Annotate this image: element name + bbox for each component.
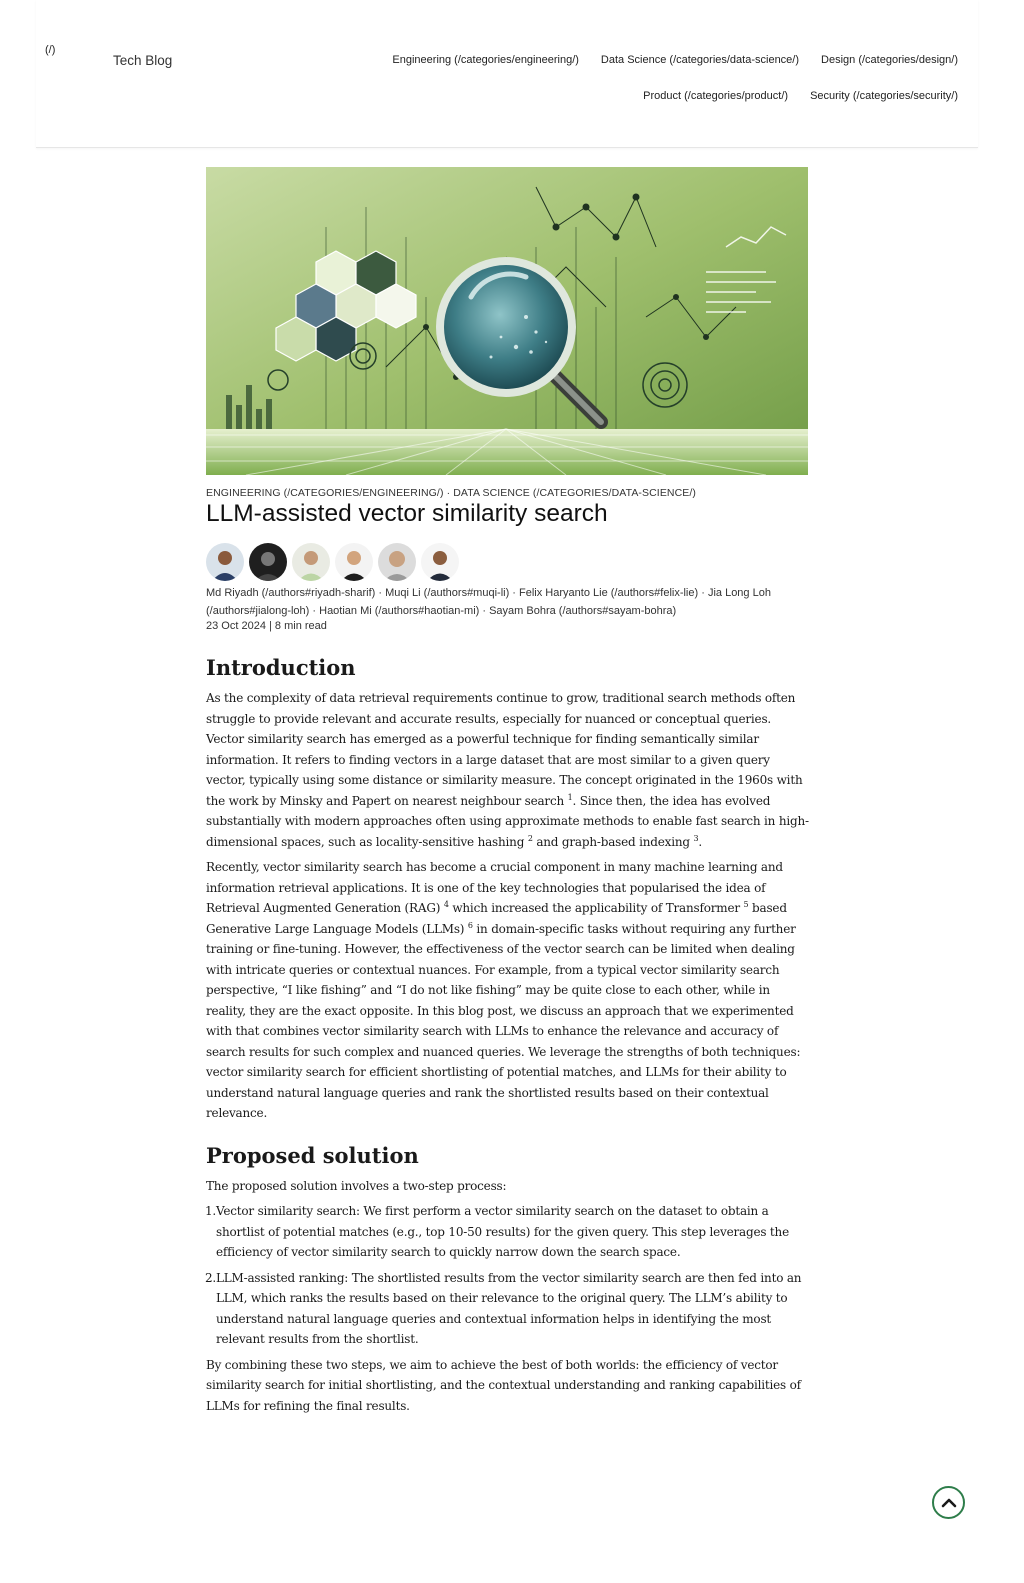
magnifying-glass-network-illustration (206, 167, 808, 475)
article-meta (206, 620, 327, 632)
footnote-ref[interactable]: 2 (527, 833, 533, 843)
avatar-muqi-icon (249, 543, 287, 581)
list-text: Vector similarity search: We first perform a vector similarity search on the dataset to obtain a shortlist of potential matches (e.g., top 10-50 results) for the given query. This step leverages the efficiency of vector similarity search to quickly narrow down the search space. (216, 1204, 789, 1259)
list-number: 1. (205, 1204, 217, 1218)
avatar[interactable] (206, 543, 244, 581)
proposed-intro: The proposed solution involves a two-step process: (206, 1178, 507, 1193)
category-link-engineering[interactable]: ENGINEERING (/CATEGORIES/ENGINEERING/) (206, 487, 444, 499)
avatar[interactable] (421, 543, 459, 581)
read-time: 8 min read (274, 620, 327, 632)
text-run: based Generative Large Language Models (LLMs) (206, 901, 787, 936)
text-run: which increased the applicability of Transformer (448, 901, 744, 915)
nav-row-secondary (643, 90, 958, 102)
article-title: LLM-assisted vector similarity search (206, 500, 608, 527)
list-item (205, 1268, 810, 1350)
nav-row-primary (392, 54, 958, 66)
logo-link[interactable]: (/) (45, 44, 56, 56)
avatar[interactable] (335, 543, 373, 581)
avatar[interactable] (249, 543, 287, 581)
footnote-ref[interactable]: 4 (443, 900, 449, 909)
site-header (36, 0, 978, 148)
footnote-ref[interactable]: 5 (743, 900, 749, 909)
category-separator: · (443, 487, 454, 499)
avatar-riyadh-icon (206, 543, 244, 581)
nav-link-engineering[interactable]: Engineering (/categories/engineering/) (392, 54, 579, 66)
section-heading-introduction: Introduction (206, 655, 356, 680)
hero-image (206, 167, 808, 475)
author-link[interactable]: Jia Long Loh (/authors#jialong-loh) (206, 587, 771, 617)
author-link[interactable]: Md Riyadh (/authors#riyadh-sharif) (206, 587, 376, 599)
avatar-sayam-icon (421, 543, 459, 581)
article-body (206, 654, 810, 1421)
nav-link-security[interactable]: Security (/categories/security/) (810, 90, 958, 102)
list-text: LLM-assisted ranking: The shortlisted results from the vector similarity search are then fed into an LLM, which ranks the results based on their relevance to the original query. The LLM’s ability to understand natural language queries and contextual information helps in identifying the most relevant results from the shortlist. (216, 1270, 802, 1346)
author-link[interactable]: Muqi Li (/authors#muqi-li) (385, 587, 510, 599)
meta-separator: | (265, 620, 275, 632)
footnote-ref[interactable]: 6 (467, 920, 473, 930)
nav-link-design[interactable]: Design (/categories/design/) (821, 54, 958, 66)
chevron-up-icon (941, 1495, 957, 1511)
steps-list (205, 1201, 810, 1350)
author-link[interactable]: Felix Haryanto Lie (/authors#felix-lie) (519, 587, 699, 599)
text-run: . Since then, the idea has evolved substantially with modern approaches often using approximate methods to enable fast search in high-dimensional spaces, such as locality-sensitive hashing (206, 793, 809, 849)
brand-name[interactable]: Tech Blog (113, 53, 173, 68)
closing-paragraph: By combining these two steps, we aim to achieve the best of both worlds: the efficiency of vector similarity search for initial shortlisting, and the contextual understanding and ranking capabilities of LLMs for refining the final results. (206, 1357, 801, 1413)
publish-date: 23 Oct 2024 (206, 620, 266, 632)
avatar[interactable] (292, 543, 330, 581)
category-link-data-science[interactable]: DATA SCIENCE (/CATEGORIES/DATA-SCIENCE/) (453, 487, 697, 499)
avatar-felix-icon (292, 543, 330, 581)
nav-link-product[interactable]: Product (/categories/product/) (643, 90, 789, 102)
avatar-haotian-icon (378, 543, 416, 581)
avatar-jialong-icon (335, 543, 373, 581)
footnote-ref[interactable]: 3 (693, 833, 699, 843)
author-link[interactable]: Sayam Bohra (/authors#sayam-bohra) (489, 604, 677, 617)
intro-paragraph-1 (206, 688, 810, 852)
list-item (205, 1201, 810, 1263)
intro-paragraph-2 (206, 857, 810, 1124)
article-categories (206, 487, 696, 499)
nav-link-data-science[interactable]: Data Science (/categories/data-science/) (600, 54, 800, 66)
text-run: . (698, 834, 703, 849)
text-run: and graph-based indexing (532, 834, 694, 849)
author-list: Md Riyadh (/authors#riyadh-sharif) · Muqi Li (/authors#muqi-li) · Felix Haryanto Lie (/authors#felix-lie) · Jia Long Loh (/authors#jialong-loh) · Haotian Mi (/authors#haotian-mi) · Sayam Bohra (/authors#sayam-bohra) (206, 587, 771, 617)
list-number: 2. (205, 1270, 217, 1285)
text-run: Recently, vector similarity search has become a crucial component in many machine learning and information retrieval applications. It is one of the key technologies that popularised the idea of Retrieval Augmented Generation (RAG) (206, 860, 783, 915)
avatar[interactable] (378, 543, 416, 581)
text-run: in domain-specific tasks without requiring any further training or fine-tuning. However, the effectiveness of the vector search can be limited when dealing with intricate queries or contextual nuances. For example, from a typical vector similarity search perspective, “I like fishing” and “I do not like fishing” may be quite close to each other, while in reality, they are the exact opposite. In this blog post, we discuss an approach that we experimented with that combines vector similarity search with LLMs to enhance the relevance and accuracy of search results for such complex and nuanced queries. We leverage the strengths of both techniques: vector similarity search for efficient shortlisting of potential matches, and LLMs for their ability to understand natural language queries and rank the shortlisted results based on their contextual relevance. (206, 921, 801, 1120)
author-avatars (206, 543, 459, 581)
scroll-to-top-button[interactable] (932, 1486, 965, 1519)
text-run: As the complexity of data retrieval requirements continue to grow, traditional search methods often struggle to provide relevant and accurate results, especially for nuanced or conceptual queries. Vector similarity search has emerged as a powerful technique for finding semantically similar information. It refers to finding vectors in a large dataset that are most similar to a given query vector, typically using some distance or similarity measure. The concept originated in the 1960s with the work by Minsky and Papert on nearest neighbour search (206, 691, 803, 808)
section-heading-proposed-solution: Proposed solution (206, 1142, 419, 1168)
author-link[interactable]: Haotian Mi (/authors#haotian-mi) (319, 604, 480, 617)
footnote-ref[interactable]: 1 (567, 792, 573, 802)
